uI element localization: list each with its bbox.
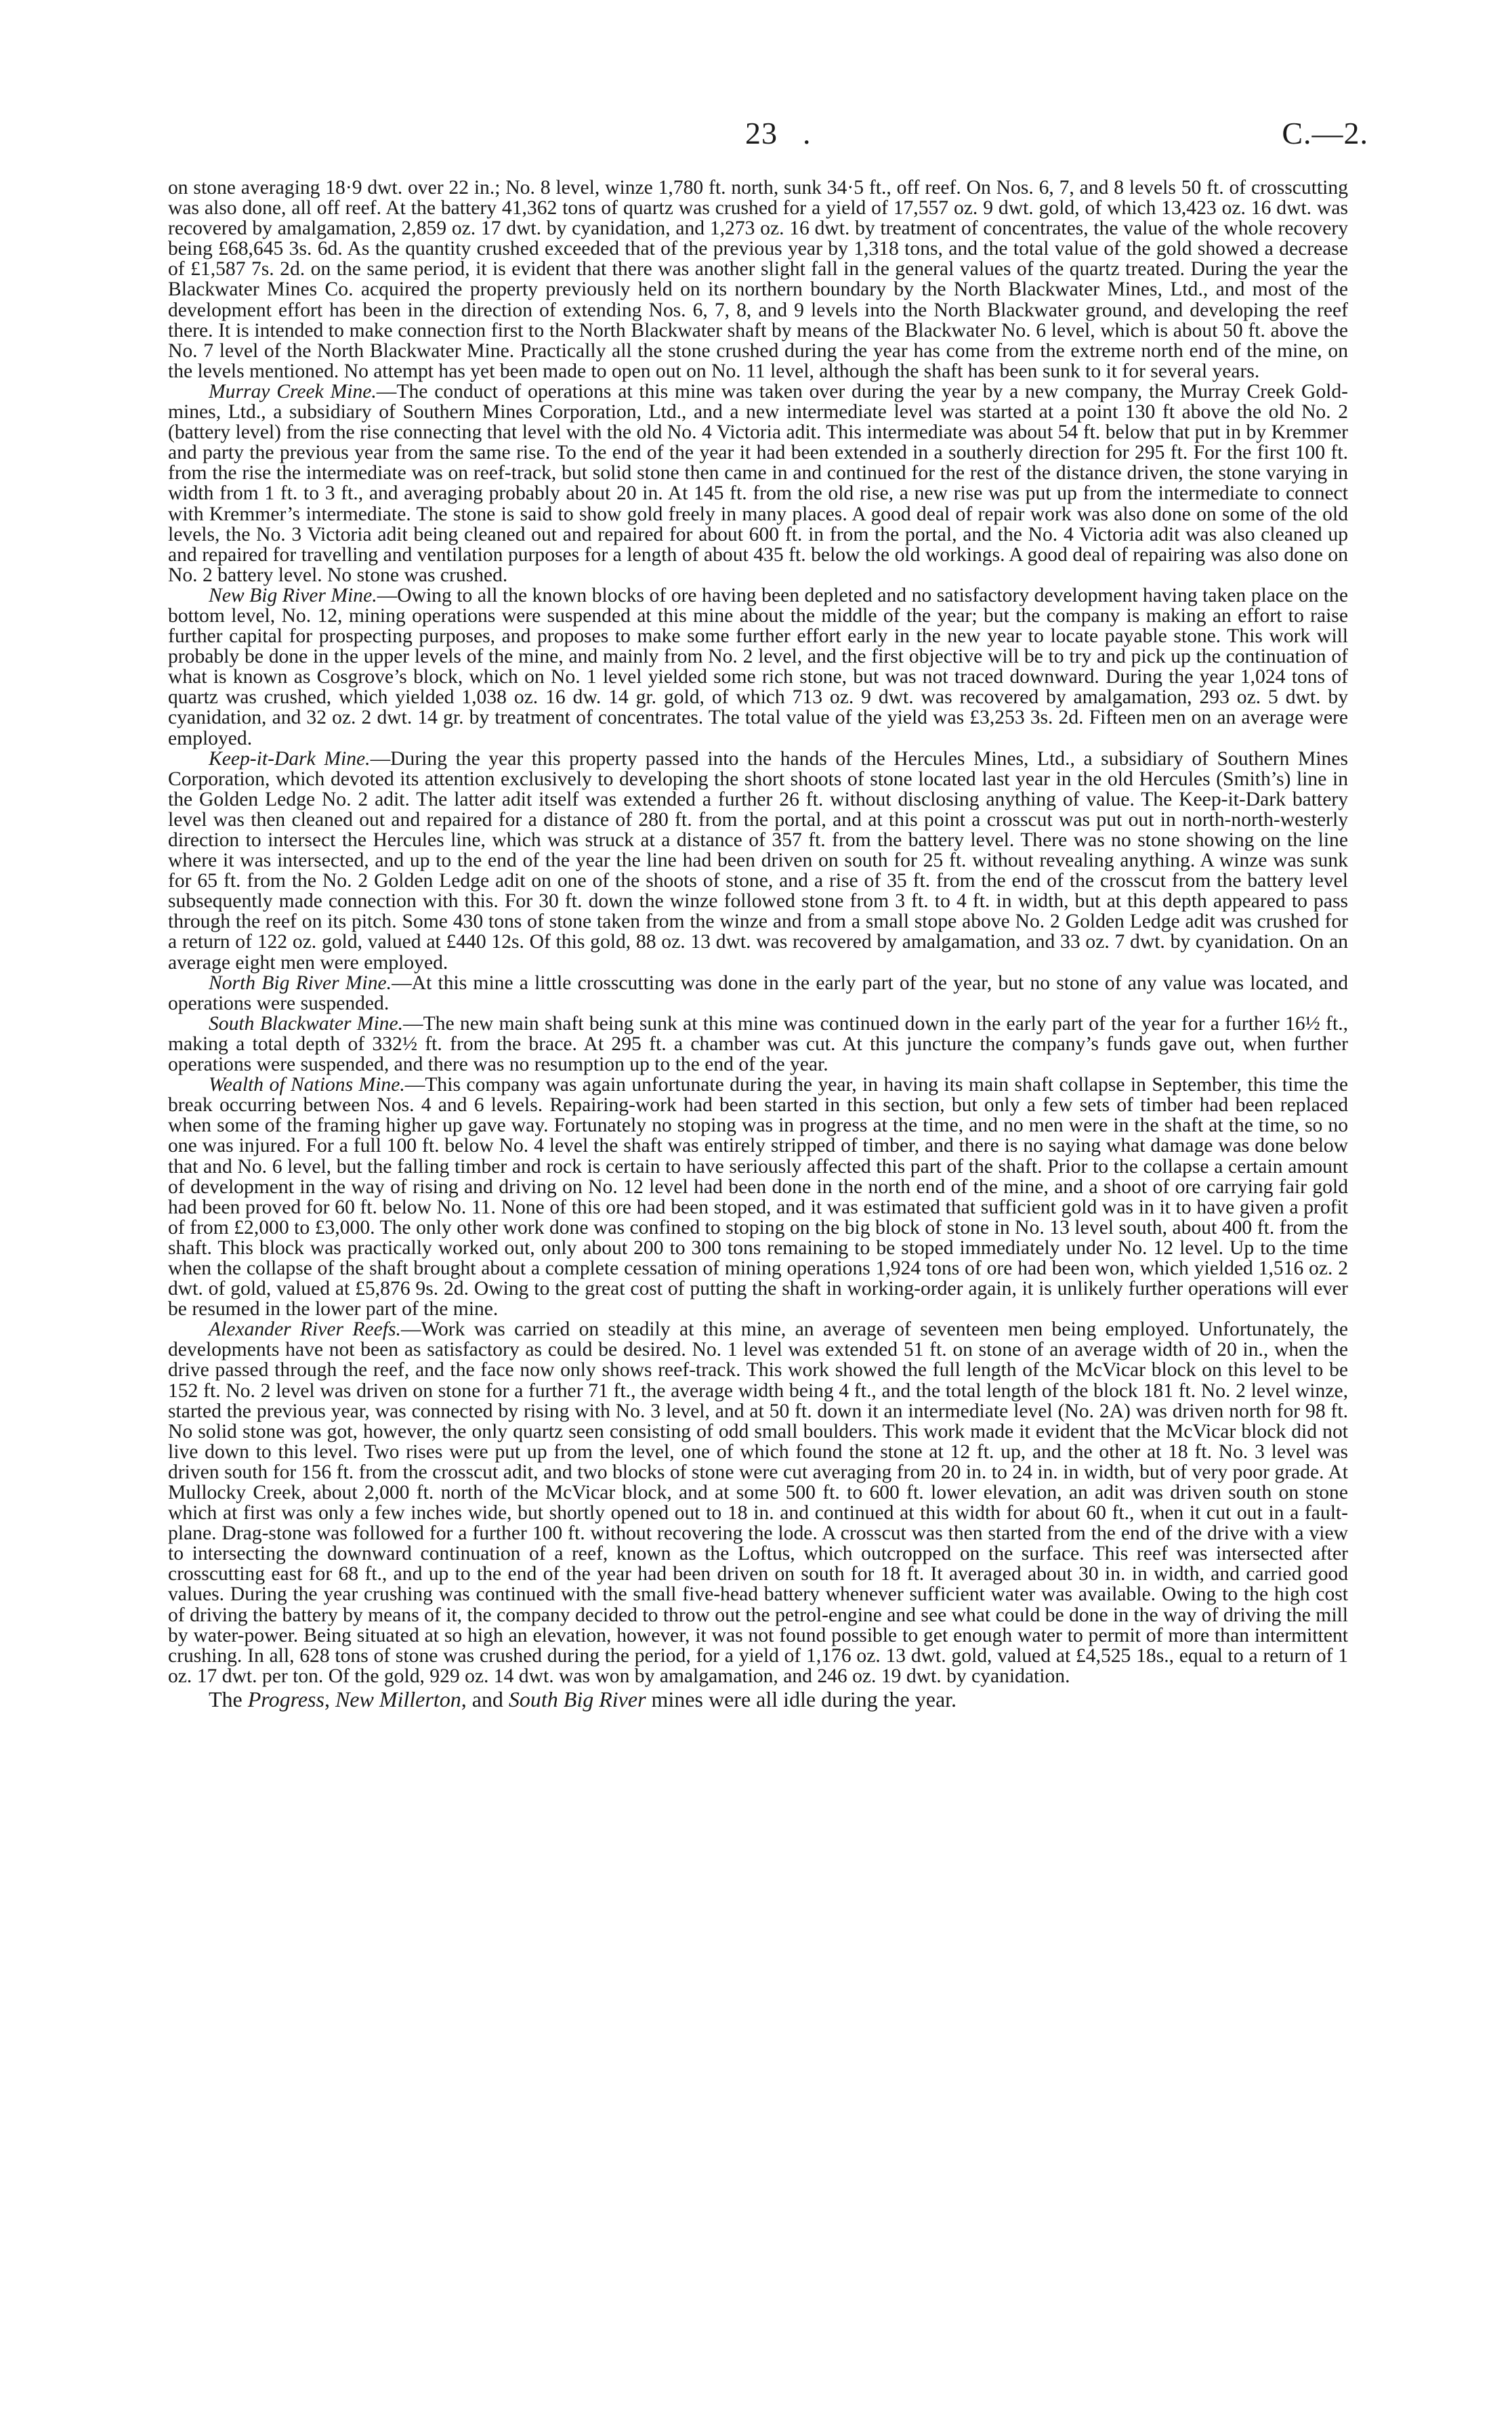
report-body — [168, 178, 1348, 1711]
paragraph-blackwater — [168, 178, 1348, 381]
paragraph-murray-creek — [168, 381, 1348, 585]
mine-name-south-big-river: South Big River — [508, 1686, 646, 1711]
closing-separator: , — [324, 1686, 335, 1711]
closing-statement — [168, 1688, 1348, 1711]
header-separator: . — [803, 116, 811, 150]
mine-heading: Keep-it-Dark Mine. — [209, 747, 371, 770]
paragraph-text: —At this mine a little crosscutting was done in the early part of the year, but no stone of any value was located, and operations were suspended. — [168, 972, 1349, 1014]
closing-suffix: mines were all idle during the year. — [646, 1686, 957, 1711]
mine-name-new-millerton: New Millerton — [335, 1686, 461, 1711]
mine-heading: South Blackwater Mine. — [209, 1012, 404, 1035]
paragraph-alexander-river — [168, 1319, 1348, 1686]
paragraph-south-blackwater — [168, 1014, 1348, 1075]
paragraph-new-big-river — [168, 585, 1348, 749]
paragraph-wealth-of-nations — [168, 1075, 1348, 1319]
paragraph-text: —During the year this property passed into the hands of the Hercules Mines, Ltd., a subsidiary of Southern Mines Corporation, which devoted its attention exclusively to developing the short shoots of stone located last year in the old Hercules (Smith’s) line in the Golden Ledge No. 2 adit. The latter adit itself was extended a further 26 ft. without disclosing anything of value. The Keep-it-Dark battery level was then cleaned out and repaired for a distance of 280 ft. from the portal, and at this point a crosscut was put out in north-north-westerly direction to intersect the Hercules line, which was struck at a distance of 357 ft. from the battery level. There was no stone showing on the line where it was intersected, and up to the end of the year the line had been driven on south for 25 ft. without revealing anything. A winze was sunk for 65 ft. from the No. 2 Golden Ledge adit on one of the shoots of stone, and a rise of 35 ft. from the end of the crosscut from the battery level subsequently made connection with this. For 30 ft. down the winze followed stone from 3 ft. to 4 ft. in width, but at this depth appeared to pass through the reef on its pitch. Some 430 tons of stone taken from the winze and from a small stope above No. 2 Golden Ledge adit was crushed for a return of 122 oz. gold, valued at £440 12s. Of this gold, 88 oz. 13 dwt. was recovered by amalgamation, and 33 oz. 7 dwt. by cyanidation. On an average eight men were employed. — [168, 747, 1349, 974]
mine-name-progress: Progress — [247, 1686, 324, 1711]
mine-heading: New Big River Mine. — [209, 584, 377, 606]
paragraph-text: —This company was again unfortunate during the year, in having its main shaft collapse in September, this time the break occurring between Nos. 4 and 6 levels. Repairing-work had been started in this section, but only a few sets of timber had been replaced when some of the framing higher up gave way. Fortunately no stoping was in progress at the time, and no men were in the shaft at the time, so no one was injured. For a full 100 ft. below No. 4 level the shaft was entirely stripped of timber, and there is no saying what damage was done below that and No. 6 level, but the falling timber and rock is certain to have seriously affected this part of the shaft. Prior to the collapse a certain amount of development in the way of rising and driving on No. 12 level had been done in the north end of the mine, and a shoot of ore carrying fair gold had been proved for 60 ft. below No. 11. None of this ore had been stoped, and it was estimated that sufficient gold was in it to have given a profit of from £2,000 to £3,000. The only other work done was confined to stoping on the big block of stone in No. 13 level south, about 400 ft. from the shaft. This block was practically worked out, only about 200 to 300 tons remaining to be stoped immediately under No. 12 level. Up to the time when the collapse of the shaft brought about a complete cessation of mining operations 1,924 tons of ore had been won, which yielded 1,516 oz. 2 dwt. of gold, valued at £5,876 9s. 2d. Owing to the great cost of putting the shaft in working-order again, it is unlikely further operations will ever be resumed in the lower part of the mine. — [168, 1074, 1348, 1321]
closing-separator: , and — [461, 1686, 509, 1711]
closing-prefix: The — [209, 1686, 248, 1711]
paragraph-text: —Owing to all the known blocks of ore having been depleted and no satisfactory development having taken place on the bottom level, No. 12, mining operations were suspended at this mine about the middle of the year; but the company is making an effort to raise further capital for prospecting purposes, and proposes to make some further effort early in the new year to locate payable stone. This work will probably be done in the upper levels of the mine, and mainly from No. 2 level, and the first objective will be to try and pick up the continuation of what is known as Cosgrove’s block, which on No. 1 level yielded some rich stone, but was not traced downward. During the year 1,024 tons of quartz was crushed, which yielded 1,038 oz. 16 dw. 14 gr. gold, of which 713 oz. 9 dwt. was recovered by amalgamation, 293 oz. 5 dwt. by cyanidation, and 32 oz. 2 dwt. 14 gr. by treatment of concentrates. The total value of the yield was £3,253 3s. 2d. Fifteen men on an average were employed. — [168, 584, 1348, 749]
paragraph-text: —The new main shaft being sunk at this mine was continued down in the early part of the year for a further 16½ ft., making a total depth of 332½ ft. from the brace. At 295 ft. a chamber was cut. At this juncture the company’s funds gave out, when further operations were suspended, and there was no resumption up to the end of the year. — [168, 1012, 1349, 1076]
mine-heading: Murray Creek Mine. — [209, 380, 377, 402]
page-header — [0, 115, 1512, 156]
mine-heading: Alexander River Reefs. — [209, 1318, 401, 1341]
mine-heading: Wealth of Nations Mine. — [209, 1074, 405, 1096]
mine-heading: North Big River Mine. — [209, 972, 392, 994]
paragraph-keep-it-dark — [168, 749, 1348, 973]
paragraph-text: on stone averaging 18·9 dwt. over 22 in.; No. 8 level, winze 1,780 ft. north, sunk 34·5 ft., off reef. On Nos. 6, 7, and 8 levels 50 ft. of crosscutting was also done, all off reef. At the battery 41,362 tons of quartz was crushed for a yield of 17,557 oz. 9 dwt. gold, of which 13,423 oz. 16 dwt. was recovered by amalgamation, 2,859 oz. 17 dwt. by cyanidation, and 1,273 oz. 16 dwt. by treatment of concentrates, the value of the whole recovery being £68,645 3s. 6d. As the quantity crushed exceeded that of the previous year by 1,318 tons, and the total value of the gold showed a decrease of £1,587 7s. 2d. on the same period, it is evident that there was another slight fall in the general values of the quartz treated. During the year the Blackwater Mines Co. acquired the property previously held on its northern boundary by the North Blackwater Mines, Ltd., and most of the development effort has been in the direction of extending Nos. 6, 7, 8, and 9 levels into the North Blackwater ground, and developing the reef there. It is intended to make connection first to the North Blackwater shaft by means of the Blackwater No. 6 level, which is about 50 ft. above the No. 7 level of the North Blackwater Mine. Practically all the stone crushed during the year has come from the extreme north end of the mine, on the levels mentioned. No attempt has yet been made to open out on No. 11 level, although the shaft has been sunk to it for several years. — [168, 177, 1348, 382]
paragraph-text: —Work was carried on steadily at this mine, an average of seventeen men being employed. Unfortunately, the developments have not been as satisfactory as could be desired. No. 1 level was extended 51 ft. on stone of an average width of 20 in., when the drive passed through the reef, and the face now only shows reef-track. This work showed the full length of the McVicar block on this level to be 152 ft. No. 2 level was driven on stone for a further 71 ft., the average width being 4 ft., and the total length of the block 181 ft. No. 2 level winze, started the previous year, was connected by rising with No. 3 level, and at 50 ft. down it an intermediate level (No. 2A) was driven north for 98 ft. No solid stone was got, however, the only quartz seen consisting of odd small boulders. This work made it evident that the McVicar block did not live down to this level. Two rises were put up from the level, one of which found the stone at 12 ft. up, and the other at 18 ft. No. 3 level was driven south for 156 ft. from the crosscut adit, and two blocks of stone were cut averaging from 20 in. to 24 in. in width, but of very poor grade. At Mullocky Creek, about 2,000 ft. north of the McVicar block, and at some 500 ft. to 600 ft. lower elevation, an adit was driven south on stone which at first was only a few inches wide, but shortly opened out to 18 in. and continued at this width for about 60 ft., when it cut out in a fault-plane. Drag-stone was followed for a further 100 ft. without recovering the lode. A crosscut was then started from the end of the drive with a view to intersecting the downward continuation of a reef, known as the Loftus, which outcropped on the surface. This reef was intersected after crosscutting east for 68 ft., and up to the end of the year had been driven on south for 18 ft. It averaged about 30 in. in width, and carried good values. During the year crushing was continued with the small five-head battery whenever sufficient water was available. Owing to the high cost of driving the battery by means of it, the company decided to throw out the petrol-engine and see what could be done in the way of driving the mill by water-power. Being situated at so high an elevation, however, it was not found possible to get enough water to permit of more than intermittent crushing. In all, 628 tons of stone was crushed during the period, for a yield of 1,176 oz. 13 dwt. gold, valued at £4,525 18s., equal to a return of 1 oz. 17 dwt. per ton. Of the gold, 929 oz. 14 dwt. was won by amalgamation, and 246 oz. 19 dwt. by cyanidation. — [168, 1318, 1348, 1687]
paragraph-text: —The conduct of operations at this mine was taken over during the year by a new company, the Murray Creek Gold-mines, Ltd., a subsidiary of Southern Mines Corporation, Ltd., and a new intermediate level was started at a point 130 ft above the old No. 2 (battery level) from the rise connecting that level with the old No. 4 Victoria adit. This intermediate was about 54 ft. below that put in by Kremmer and party the previous year from the same rise. To the end of the year it had been extended in a southerly direction for 295 ft. For the first 100 ft. from the rise the intermediate was on reef-track, but solid stone then came in and continued for the rest of the distance driven, the stone varying in width from 1 ft. to 3 ft., and averaging probably about 20 in. At 145 ft. from the old rise, a new rise was put up from the intermediate to connect with Kremmer’s intermediate. The stone is said to show gold freely in many places. A good deal of repair work was also done on some of the old levels, the No. 3 Victoria adit being cleaned out and repaired for about 600 ft. in from the portal, and the No. 4 Victoria adit was also cleaned up and repaired for travelling and ventilation purposes for a length of about 435 ft. below the old workings. A good deal of repairing was also done on No. 2 battery level. No stone was crushed. — [168, 380, 1348, 586]
page-number: 23 — [745, 116, 778, 150]
paragraph-north-big-river — [168, 973, 1348, 1014]
document-code: C.—2. — [1282, 116, 1368, 150]
